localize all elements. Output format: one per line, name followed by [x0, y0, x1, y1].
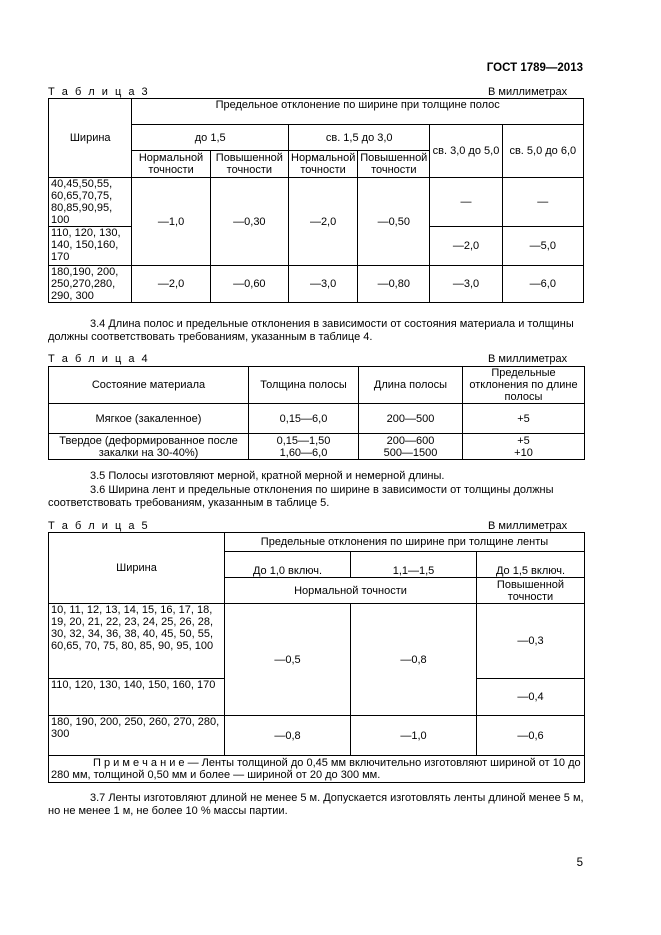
table5-unit: В миллиметрах [488, 520, 568, 532]
table4-cell: +5 [463, 404, 585, 434]
table3-cell: —3,0 [289, 266, 358, 303]
table3-cell: —2,0 [132, 266, 210, 303]
table3-cell: —0,60 [210, 266, 288, 303]
table3-h-g1: до 1,5 [132, 125, 289, 151]
table5-row3-width: 180, 190, 200, 250, 260, 270, 280, 300 [49, 716, 225, 756]
table3-cell: —2,0 [289, 178, 358, 266]
table5-h-g3: До 1,5 включ. [477, 552, 585, 578]
table4-cell: 200—500 [359, 404, 463, 434]
table3-cell: — [502, 178, 583, 227]
table3-h-norm: Нормальной точности [289, 151, 358, 178]
table5-cell: —1,0 [351, 716, 477, 756]
table5-h-width: Ширина [49, 533, 225, 604]
table4-h-dev: Предельные отклонения по длине полосы [463, 367, 585, 404]
table4-cell [249, 434, 359, 460]
table4-len-a: 200—600 [386, 434, 435, 447]
table3-h-high: Повышенной точности [210, 151, 288, 178]
table5-caption: Т а б л и ц а 5 [48, 520, 150, 532]
table3 [48, 98, 584, 303]
table5-note: П р и м е ч а н и е — Ленты толщиной до 0,45 мм включительно изготовляют шириной от 10 до 280 мм, толщиной 0,50 мм и более — шириной от 20 до 300 мм. [49, 756, 585, 783]
table4 [48, 366, 585, 460]
paragraph-3-6: 3.6 Ширина лент и предельные отклонения по ширине в зависимости от толщины должны соответствовать требованиям, указанным в таблице 5. [48, 484, 554, 509]
table4-row2-state: Твердое (деформированное после закалки на 30-40%) [49, 434, 249, 460]
table3-h-width: Ширина [49, 99, 132, 178]
table3-h-high: Повышенной точности [358, 151, 430, 178]
table5-h-g2: 1,1—1,5 [351, 552, 477, 578]
table5-row2-width: 110, 120, 130, 140, 150, 160, 170 [49, 679, 225, 716]
table4-cell: 0,15—6,0 [249, 404, 359, 434]
table5-row1-width: 10, 11, 12, 13, 14, 15, 16, 17, 18, 19, 20, 21, 22, 23, 24, 25, 26, 28, 30, 32, 34, 36, 38, 40, 45, 50, 55, 60,65, 70, 75, 80, 85, 90, 95, 100 [49, 604, 225, 679]
table3-h-g4: св. 5,0 до 6,0 [502, 125, 583, 178]
table4-row1-state: Мягкое (закаленное) [49, 404, 249, 434]
table5-h-g1: До 1,0 включ. [225, 552, 351, 578]
table4-thick-a: 0,15—1,50 [276, 434, 331, 447]
table3-cell: —3,0 [430, 266, 502, 303]
table5-cell: —0,8 [225, 716, 351, 756]
paragraph-3-7: 3.7 Ленты изготовляют длиной не менее 5 м. Допускается изготовлять ленты длиной менее 5 м, но не менее 1 м, не более 10 % массы партии. [48, 792, 584, 817]
table5-cell: —0,4 [477, 679, 585, 716]
table3-cell: — [430, 178, 502, 227]
table3-h-norm: Нормальной точности [132, 151, 210, 178]
table4-dev-b: +10 [514, 446, 533, 459]
table3-cell: —0,30 [210, 178, 288, 266]
table3-h-g3: св. 3,0 до 5,0 [430, 125, 502, 178]
table3-cell: —0,50 [358, 178, 430, 266]
table4-h-thick: Толщина полосы [249, 367, 359, 404]
table4-unit: В миллиметрах [488, 353, 568, 365]
table3-h-g2: св. 1,5 до 3,0 [289, 125, 430, 151]
table4-cell [359, 434, 463, 460]
table3-cell: —2,0 [430, 227, 502, 266]
table3-cell: —0,80 [358, 266, 430, 303]
table3-h-dev: Предельное отклонение по ширине при толщине полос [132, 99, 584, 125]
table5-h-dev: Предельные отклонения по ширине при толщине ленты [225, 533, 585, 552]
table4-h-state: Состояние материала [49, 367, 249, 404]
table5-cell: —0,3 [477, 604, 585, 679]
table5 [48, 532, 585, 783]
table5-cell: —0,8 [351, 604, 477, 716]
table4-thick-b: 1,60—6,0 [279, 446, 328, 459]
table4-len-b: 500—1500 [383, 446, 438, 459]
table5-h-norm: Нормальной точности [225, 578, 477, 604]
standard-header: ГОСТ 1789—2013 [486, 62, 583, 74]
table5-h-high: Повышенной точности [477, 578, 585, 604]
table4-h-len: Длина полосы [359, 367, 463, 404]
table3-cell: —1,0 [132, 178, 210, 266]
paragraph-3-4: 3.4 Длина полос и предельные отклонения в зависимости от состояния материала и толщины должны соответствовать требованиям, указанным в таблице 4. [48, 318, 574, 343]
table3-cell: —5,0 [502, 227, 583, 266]
table3-cell: —6,0 [502, 266, 583, 303]
table3-row2-width: 110, 120, 130, 140, 150,160, 170 [49, 227, 132, 266]
table3-caption: Т а б л и ц а 3 [48, 86, 150, 98]
table3-unit: В миллиметрах [488, 86, 568, 98]
table4-caption: Т а б л и ц а 4 [48, 353, 150, 365]
table3-row1-width: 40,45,50,55, 60,65,70,75, 80,85,90,95, 100 [49, 178, 132, 227]
page-number: 5 [576, 857, 583, 869]
table3-row3-width: 180,190, 200, 250,270,280, 290, 300 [49, 266, 132, 303]
table4-dev-a: +5 [517, 434, 530, 447]
table5-cell: —0,6 [477, 716, 585, 756]
table5-cell: —0,5 [225, 604, 351, 716]
paragraph-3-5: 3.5 Полосы изготовляют мерной, кратной мерной и немерной длины. [90, 470, 445, 482]
table4-cell [463, 434, 585, 460]
